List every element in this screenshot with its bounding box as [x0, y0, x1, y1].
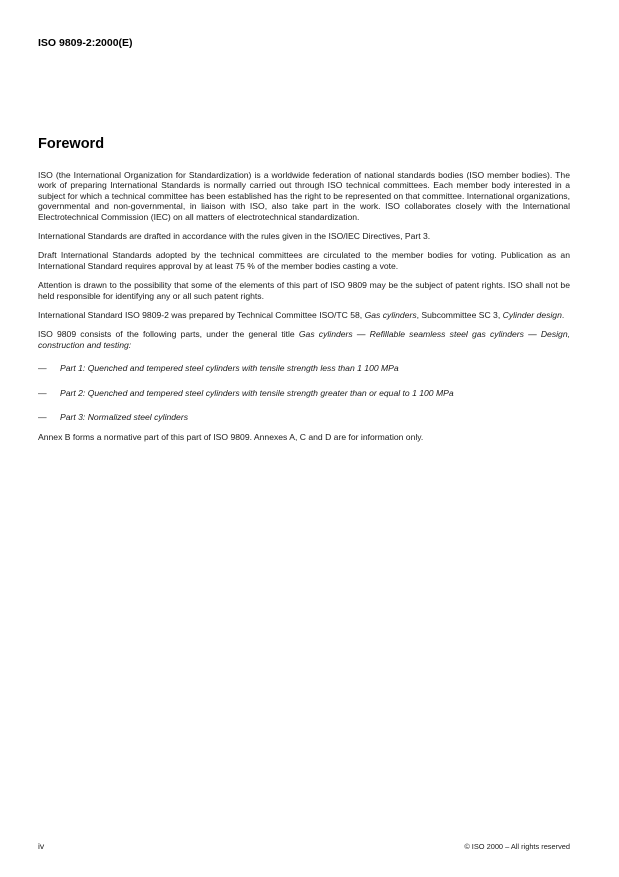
list-item [38, 412, 570, 422]
page-title: Foreword [38, 136, 105, 152]
copyright-notice: © ISO 2000 – All rights reserved [464, 842, 570, 851]
committee-title: Gas cylinders [364, 310, 417, 321]
general-title: Gas cylinders — Refillable seamless steel gas cylinders — Design, construction and testing: [38, 329, 570, 350]
dash-bullet: — [38, 363, 47, 374]
paragraph-annexes: Annex B forms a normative part of this part of ISO 9809. Annexes A, C and D are for information only. [38, 431, 424, 442]
part-2-title: Part 2: Quenched and tempered steel cylinders with tensile strength greater than or equal to 1 100 MPa [60, 387, 454, 398]
subcommittee-title: Cylinder design [502, 310, 562, 321]
paragraph-iso-intro: ISO (the International Organization for Standardization) is a worldwide federation of national standards bodies (ISO member bodies). The work of preparing International Standards is normally carried out through ISO technical committees. Each member body interested in a subject for which a technical committee has been established has the right to be represented on that committee. International organizations, governmental and non-governmental, in liaison with ISO, also take part in the work. ISO collaborates closely with the International Electrotechnical Commission (IEC) on all matters of electrotechnical standardization. [38, 170, 570, 222]
list-item [38, 363, 570, 373]
prepared-by-text-c: , Subcommittee SC 3, [416, 310, 503, 321]
part-3-title: Part 3: Normalized steel cylinders [60, 412, 188, 423]
document-id: ISO 9809-2:2000(E) [38, 37, 133, 49]
patents-text: Attention is drawn to the possibility that some of the elements of this part of ISO 9809 may be the subject of patent rights. ISO shall not be held responsible for identifying any or all such patent rights. [38, 280, 570, 301]
prepared-by-text-a: International Standard ISO 9809-2 was prepared by Technical Committee ISO/TC 58, [38, 310, 365, 321]
paragraph-prepared-by [38, 310, 570, 320]
page-number: iv [38, 841, 45, 851]
parts-intro-text: ISO 9809 consists of the following parts, under the general title [38, 329, 299, 340]
paragraph-directives: International Standards are drafted in accordance with the rules given in the ISO/IEC Directives, Part 3. [38, 231, 431, 242]
list-item [38, 388, 570, 398]
prepared-by-text-e: . [561, 310, 565, 321]
part-1-title: Part 1: Quenched and tempered steel cylinders with tensile strength less than 1 100 MPa [60, 363, 399, 374]
paragraph-parts-intro [38, 329, 570, 350]
paragraph-voting: Draft International Standards adopted by the technical committees are circulated to the member bodies for voting. Publication as an International Standard requires approval by at least 75 % of the member bodies casting a vote. [38, 250, 570, 271]
foreword-body [38, 170, 570, 451]
dash-bullet: — [38, 387, 47, 398]
paragraph-patents [38, 280, 570, 301]
dash-bullet: — [38, 412, 47, 423]
